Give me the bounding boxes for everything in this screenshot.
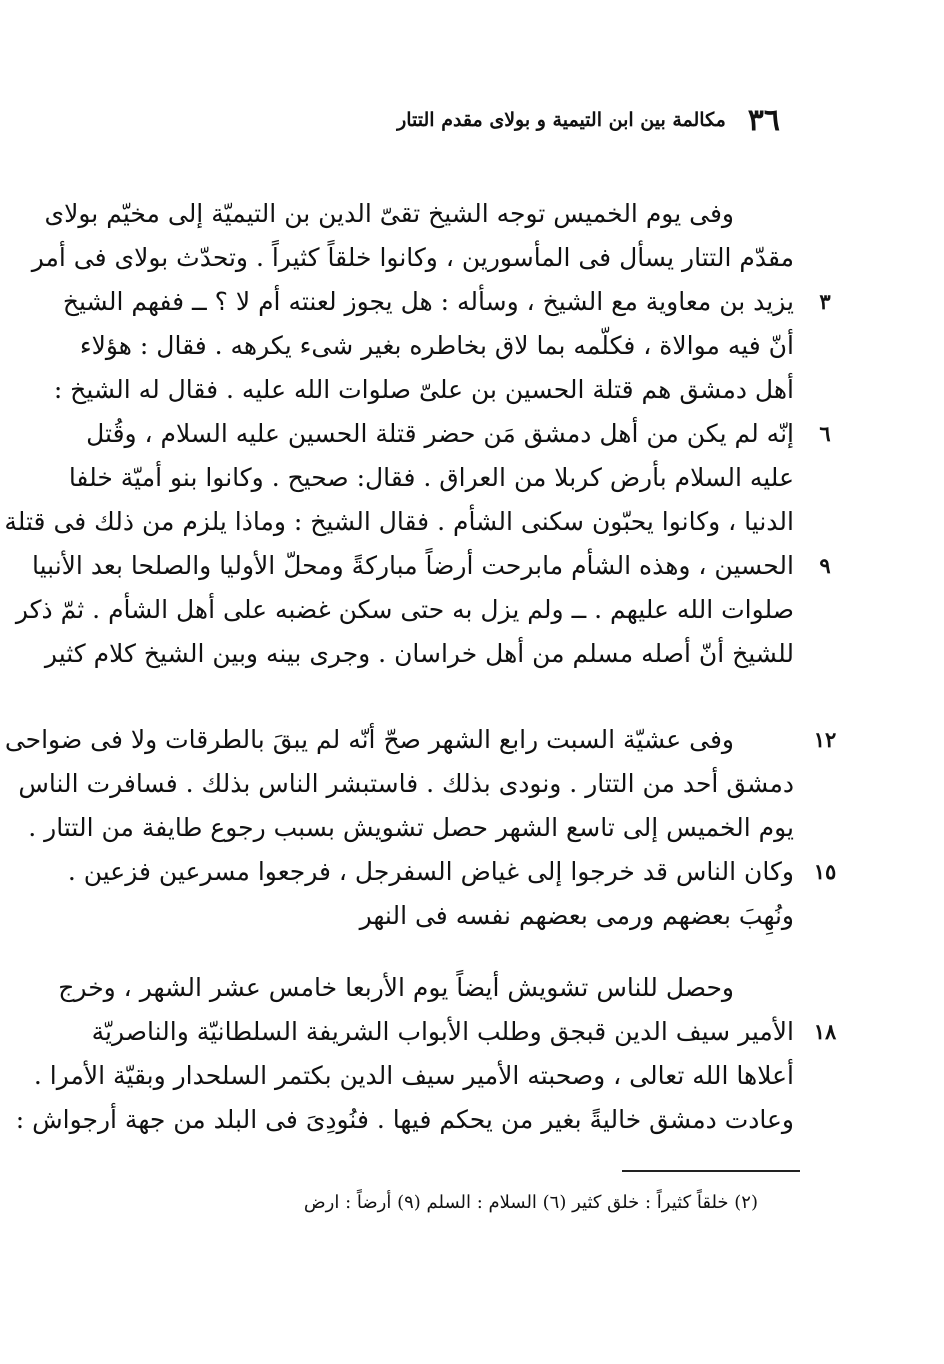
footnote-rule [622, 1170, 800, 1172]
margin-line-number: ١٨ [813, 1019, 837, 1044]
paragraph-3 [15, 966, 794, 1142]
page-number: ٣٦ [747, 102, 780, 138]
text-line: أهل دمشق هم قتلة الحسين بن علىّ صلوات الله عليه . فقال له الشيخ : [53, 375, 794, 404]
text-line: يوم الخميس إلى تاسع الشهر حصل تشويش بسبب رجوع طايفة من التتار . [28, 813, 794, 842]
text-line: للشيخ أنّ أصله مسلم من أهل خراسان . وجرى بينه وبين الشيخ كلام كثير [44, 639, 794, 668]
text-line: أعلاها الله تعالى ، وصحبته الأمير سيف الدين بكتمر السلحدار وبقيّة الأمرا . [33, 1061, 794, 1090]
text-line: الحسين ، وهذه الشأم مابرحت أرضاً مباركةً ومحلّ الأوليا والصلحا بعد الأنبيا [32, 551, 794, 580]
page-header [310, 100, 780, 140]
margin-line-number: ١٥ [813, 859, 837, 884]
text-line: وحصل للناس تشويش أيضاً يوم الأربعا خامس عشر الشهر ، وخرج [58, 973, 734, 1002]
text-line: أنّ فيه موالاة ، فكلّمه بما لاق بخاطره بغير شىء يكرهه . فقال : هؤلاء [79, 331, 794, 360]
margin-line-number: ٣ [819, 289, 831, 314]
text-line: وفى يوم الخميس توجه الشيخ تقىّ الدين بن التيميّة إلى مخيّم بولاى [44, 199, 734, 228]
text-line: إنّه لم يكن من أهل دمشق مَن حضر قتلة الحسين عليه السلام ، وقُتل [86, 419, 794, 448]
text-line: عليه السلام بأرض كربلا من العراق . فقال: صحيح . وكانوا بنو أميّة خلفا [68, 463, 794, 492]
text-line: ونُهِبَ بعضهم ورمى بعضهم نفسه فى النهر [359, 901, 794, 930]
text-line: وكان الناس قد خرجوا إلى غياض السفرجل ، فرجعوا مسرعين فزعين . [67, 857, 794, 886]
paragraph-2 [4, 718, 794, 938]
text-line: وفى عشيّة السبت رابع الشهر صحّ أنّه لم يبقَ بالطرقات ولا فى ضواحى [4, 725, 734, 754]
margin-line-number: ٩ [819, 553, 831, 578]
text-line: يزيد بن معاوية مع الشيخ ، وسأله : هل يجوز لعنته أم لا ؟ ــ ففهم الشيخ [62, 287, 794, 316]
margin-line-number: ٦ [819, 421, 831, 446]
footnotes: (٢) خلقاً كثيراً : خلق كثير (٦) السلام : السلم (٩) أرضاً : ارض [303, 1192, 758, 1213]
text-line: الدنيا ، وكانوا يحبّون سكنى الشأم . فقال الشيخ : وماذا يلزم من ذلك فى قتلة [4, 507, 794, 536]
text-line: الأمير سيف الدين قبجق وطلب الأبواب الشريفة السلطانيّة والناصريّة [91, 1017, 794, 1046]
running-title: مكالمة بين ابن التيمية و بولاى مقدم التتار [397, 109, 726, 131]
text-line: مقدّم التتار يسأل فى المأسورين ، وكانوا خلقاً كثيراً . وتحدّث بولاى فى أمر [31, 243, 794, 272]
text-line: دمشق أحد من التتار . ونودى بذلك . فاستبشر الناس بذلك . فسافرت الناس [18, 769, 794, 798]
paragraph-1 [4, 192, 794, 676]
text-line: صلوات الله عليهم . ــ ولم يزل به حتى سكن غضبه على أهل الشأم . ثمّ ذكر [15, 595, 794, 624]
text-line: وعادت دمشق خاليةً بغير من يحكم فيها . فنُودِىَ فى البلد من جهة أرجواش : [15, 1105, 794, 1134]
margin-line-number: ١٢ [813, 727, 837, 752]
